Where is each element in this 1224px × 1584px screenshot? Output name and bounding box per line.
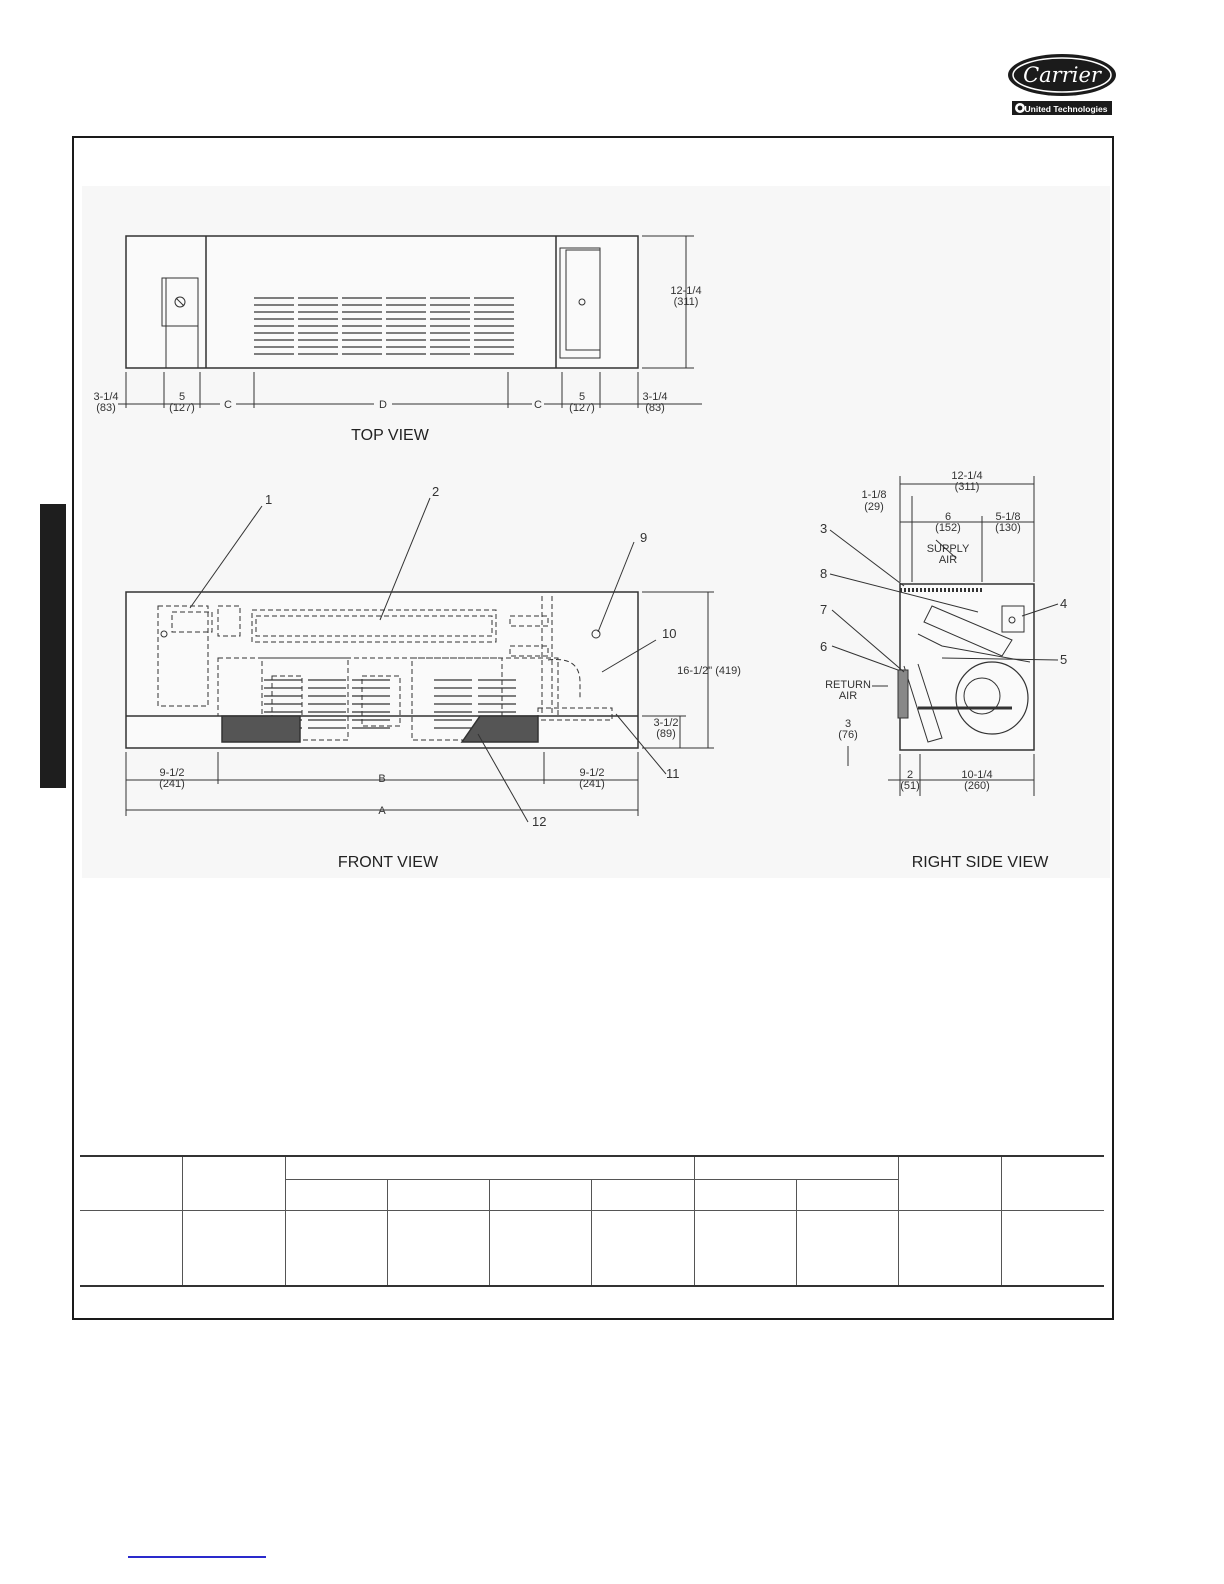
svg-text:(152): (152)	[935, 522, 961, 534]
svg-text:(83): (83)	[645, 402, 665, 414]
table-cell	[490, 1211, 592, 1287]
svg-text:16-1/2" (419): 16-1/2" (419)	[677, 665, 741, 677]
table-cell	[388, 1180, 490, 1211]
table-cell	[1002, 1211, 1105, 1287]
svg-text:12: 12	[532, 814, 547, 829]
svg-text:D: D	[379, 399, 387, 411]
svg-text:4: 4	[1060, 596, 1068, 611]
svg-text:(89): (89)	[656, 728, 676, 740]
svg-text:(51): (51)	[900, 780, 920, 792]
table-cell	[592, 1211, 694, 1287]
table-cell	[183, 1156, 286, 1211]
svg-text:B: B	[378, 773, 386, 785]
svg-text:AIR: AIR	[838, 690, 858, 702]
svg-text:RETURN: RETURN	[825, 679, 871, 691]
svg-text:C: C	[534, 399, 542, 411]
table-cell	[694, 1156, 898, 1180]
table-cell	[899, 1156, 1002, 1211]
table-cell	[183, 1211, 286, 1287]
svg-text:(76): (76)	[838, 729, 858, 741]
footer-link-underline[interactable]	[128, 1556, 266, 1558]
svg-text:2: 2	[432, 484, 440, 499]
svg-text:3: 3	[844, 718, 852, 730]
table-row	[80, 1211, 1104, 1287]
front-view-label: FRONT VIEW	[337, 854, 439, 871]
top-view-label: TOP VIEW	[351, 427, 429, 444]
svg-text:C: C	[224, 399, 232, 411]
svg-text:12-1/4: 12-1/4	[951, 470, 983, 482]
svg-text:3-1/4: 3-1/4	[93, 391, 119, 403]
svg-text:1: 1	[265, 492, 273, 507]
svg-text:(241): (241)	[159, 778, 185, 790]
table-cell	[286, 1180, 388, 1211]
table-header-row	[80, 1156, 1104, 1180]
table-cell	[694, 1211, 796, 1287]
table-cell	[592, 1180, 694, 1211]
svg-text:3: 3	[820, 521, 828, 536]
svg-text:(127): (127)	[169, 402, 195, 414]
svg-text:(311): (311)	[954, 481, 980, 493]
svg-text:(311): (311)	[673, 296, 699, 308]
svg-text:11: 11	[666, 766, 680, 781]
svg-text:9: 9	[640, 530, 648, 545]
svg-text:10-1/4: 10-1/4	[961, 769, 993, 781]
svg-text:United Technologies: United Technologies	[1024, 104, 1108, 114]
section-tab	[40, 504, 66, 788]
table-cell	[80, 1156, 183, 1211]
table-cell	[796, 1211, 898, 1287]
svg-text:10: 10	[662, 626, 677, 641]
svg-text:5: 5	[178, 391, 186, 403]
svg-text:(130): (130)	[995, 522, 1021, 534]
svg-text:6: 6	[820, 639, 828, 654]
dimension-drawing	[82, 186, 1110, 878]
svg-text:12-1/4: 12-1/4	[670, 285, 702, 297]
svg-text:(127): (127)	[569, 402, 595, 414]
table-cell	[80, 1211, 183, 1287]
svg-text:AIR: AIR	[938, 554, 958, 566]
front-view	[126, 484, 741, 871]
svg-text:6: 6	[944, 511, 952, 523]
table-cell	[286, 1156, 695, 1180]
svg-text:A: A	[378, 805, 386, 817]
svg-text:8: 8	[820, 566, 828, 581]
right-side-view-label: RIGHT SIDE VIEW	[911, 854, 1049, 871]
table-cell	[286, 1211, 388, 1287]
table-cell	[694, 1180, 796, 1211]
table-cell	[388, 1211, 490, 1287]
top-view	[93, 236, 702, 444]
right-side-view	[820, 470, 1067, 871]
svg-text:(241): (241)	[579, 778, 605, 790]
svg-text:3-1/4: 3-1/4	[642, 391, 668, 403]
svg-text:1-1/8: 1-1/8	[861, 489, 887, 501]
svg-text:(260): (260)	[964, 780, 990, 792]
svg-text:(83): (83)	[96, 402, 116, 414]
table-cell	[490, 1180, 592, 1211]
svg-text:3-1/2: 3-1/2	[653, 717, 679, 729]
carrier-logo	[1006, 53, 1118, 119]
svg-text:2: 2	[906, 769, 914, 781]
svg-text:9-1/2: 9-1/2	[159, 767, 185, 779]
svg-text:7: 7	[820, 602, 828, 617]
svg-text:5-1/8: 5-1/8	[995, 511, 1021, 523]
table-cell	[796, 1180, 898, 1211]
table-cell	[899, 1211, 1002, 1287]
svg-text:5: 5	[1060, 652, 1068, 667]
svg-text:Carrier: Carrier	[1023, 63, 1101, 87]
svg-text:SUPPLY: SUPPLY	[926, 543, 970, 555]
table-cell	[1002, 1156, 1105, 1211]
svg-text:9-1/2: 9-1/2	[579, 767, 605, 779]
svg-text:(29): (29)	[864, 501, 884, 513]
svg-text:5: 5	[578, 391, 586, 403]
dimensions-table	[80, 1155, 1104, 1287]
